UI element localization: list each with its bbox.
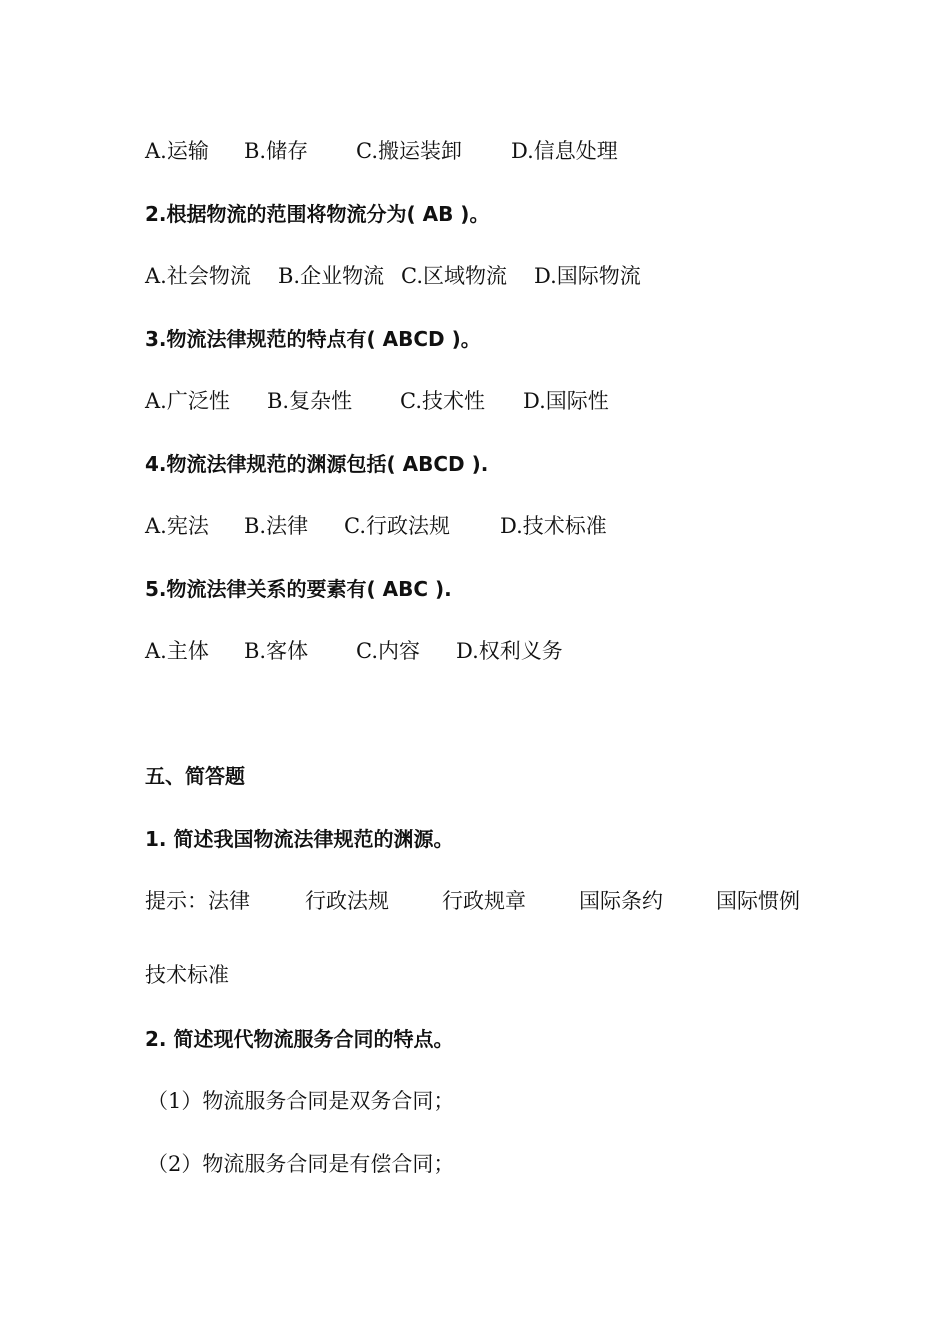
- q4-option-a: A.宪法: [145, 514, 209, 538]
- q3-option-a: A.广泛性: [145, 389, 230, 413]
- q5-option-c: C.内容: [356, 639, 420, 663]
- sq2-point-2: （2）物流服务合同是有偿合同；: [147, 1152, 455, 1176]
- q5-question: 5.物流法律关系的要素有( ABC ).: [145, 577, 452, 601]
- q2-option-b: B.企业物流: [278, 264, 385, 288]
- q2-options: [145, 262, 641, 290]
- sq1-hint-item: 行政规章: [442, 889, 526, 913]
- q4-option-b: B.法律: [244, 514, 309, 538]
- sq1-hint-cont: 技术标准: [145, 963, 229, 987]
- sq1-question: 1. 简述我国物流法律规范的渊源。: [145, 827, 454, 851]
- q3-question: 3.物流法律规范的特点有( ABCD )。: [145, 327, 481, 351]
- sq1-hint: [145, 887, 800, 915]
- q1-option-c: C.搬运装卸: [356, 139, 462, 163]
- q3-options: [145, 387, 609, 415]
- q3-option-c: C.技术性: [400, 389, 485, 413]
- q2-question: 2.根据物流的范围将物流分为( AB )。: [145, 202, 490, 226]
- q5-option-b: B.客体: [244, 639, 309, 663]
- sq1-hint-item: 国际惯例: [716, 889, 800, 913]
- sq2-point-1: （1）物流服务合同是双务合同；: [147, 1089, 455, 1113]
- sq1-hint-item: 提示：法律: [145, 889, 250, 913]
- q4-options: [145, 512, 607, 540]
- q5-options: [145, 637, 563, 665]
- q2-option-a: A.社会物流: [145, 264, 251, 288]
- q5-option-a: A.主体: [145, 639, 209, 663]
- q1-option-d: D.信息处理: [511, 139, 618, 163]
- q1-options: [145, 137, 618, 165]
- sq1-hint-item: 行政法规: [305, 889, 389, 913]
- q4-option-c: C.行政法规: [344, 514, 450, 538]
- q3-option-b: B.复杂性: [267, 389, 353, 413]
- q5-option-d: D.权利义务: [456, 639, 563, 663]
- q3-option-d: D.国际性: [523, 389, 609, 413]
- q2-option-c: C.区域物流: [401, 264, 507, 288]
- section-heading: 五、简答题: [145, 764, 245, 788]
- q4-question: 4.物流法律规范的渊源包括( ABCD ).: [145, 452, 489, 476]
- sq2-question: 2. 简述现代物流服务合同的特点。: [145, 1027, 454, 1051]
- sq1-hint-item: 国际条约: [579, 889, 663, 913]
- q1-option-b: B.储存: [244, 139, 309, 163]
- q2-option-d: D.国际物流: [534, 264, 641, 288]
- q1-option-a: A.运输: [145, 139, 209, 163]
- q4-option-d: D.技术标准: [500, 514, 607, 538]
